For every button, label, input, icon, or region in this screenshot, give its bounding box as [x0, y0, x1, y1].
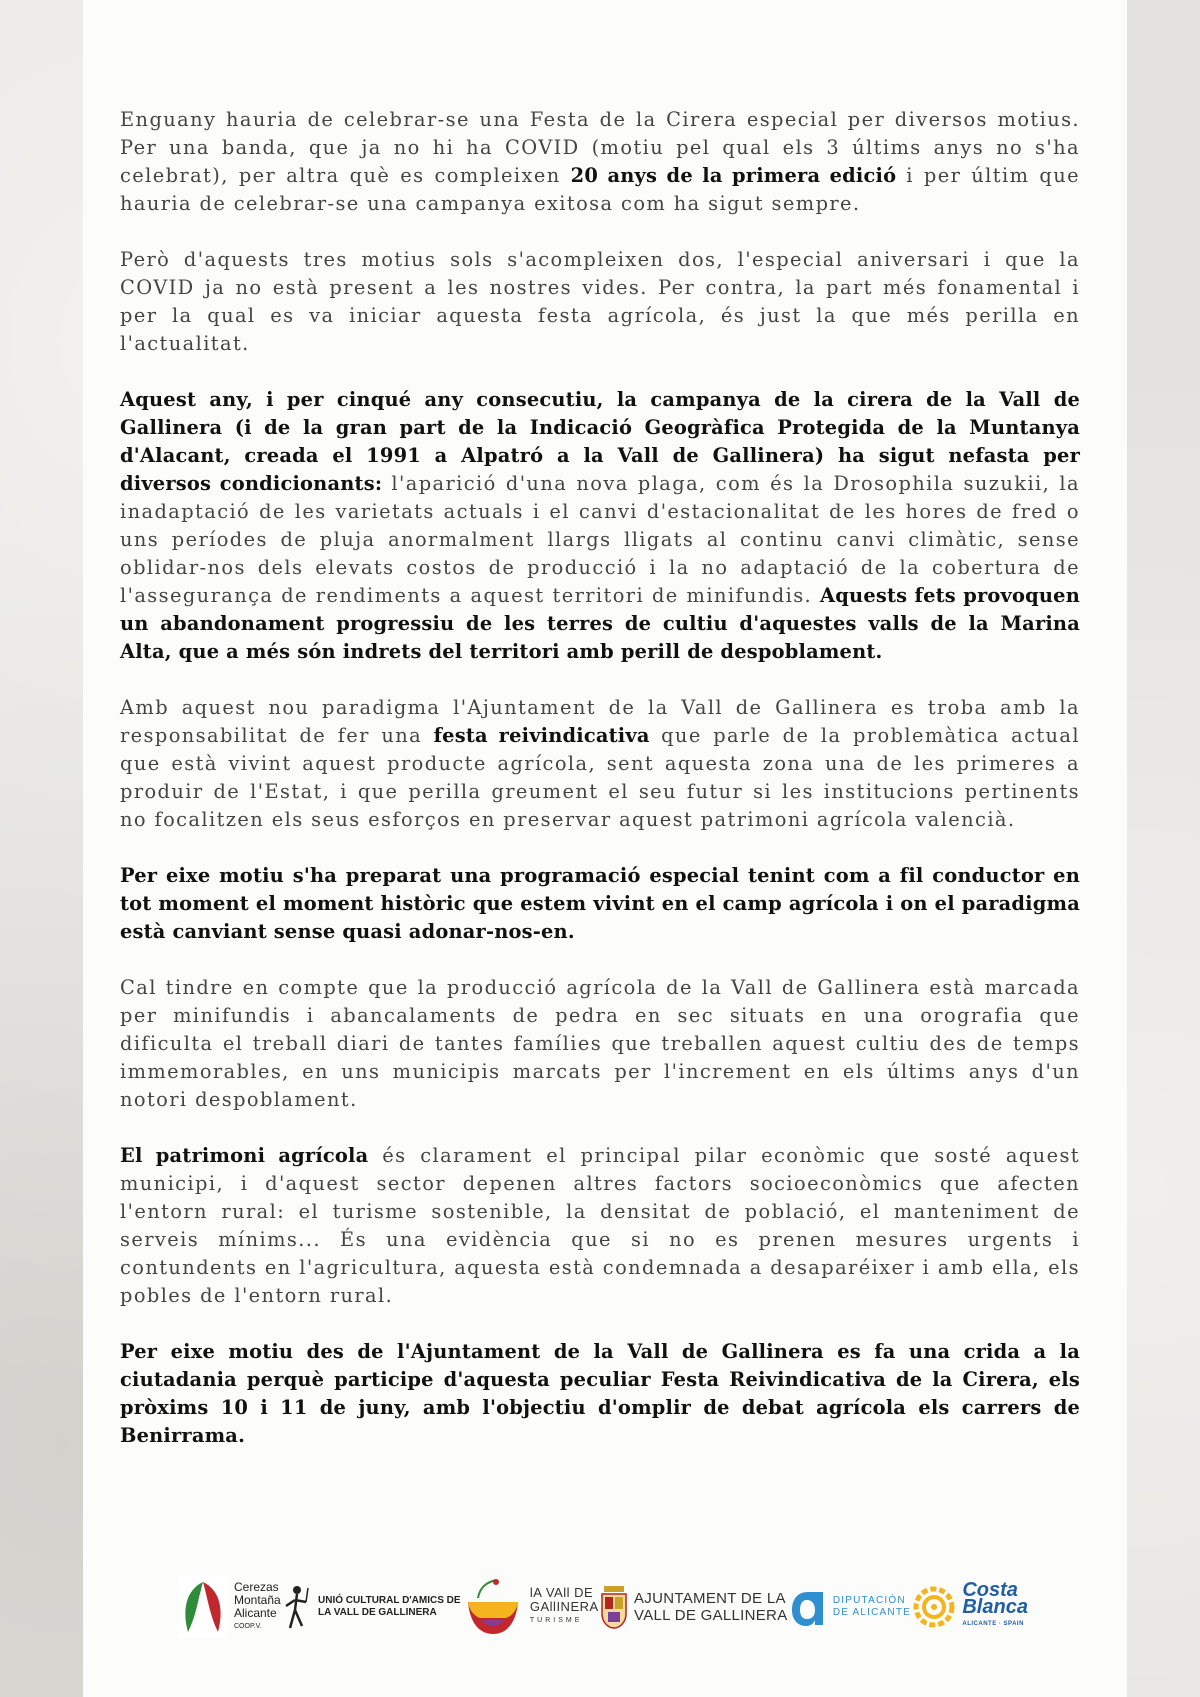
highlight-anniversary: 20 anys de la primera edició [570, 164, 897, 187]
sun-swirl-icon [912, 1585, 956, 1629]
cherry-bowl-icon [462, 1576, 524, 1638]
paragraph-5: Per eixe motiu s'ha preparat una programació especial tenint com a fil conductor en tot moment el moment històric que estem vivint en el camp agrícola i on el paradigma està canviant sense quasi adonar-nos-en. [120, 864, 1080, 943]
document-body [120, 106, 1080, 1478]
logo-ajuntament: AJUNTAMENT DE LA VALL DE GALLINERA [600, 1584, 788, 1630]
logo-cerezas-montana: Cerezas Montaña Alicante COOP.V. [178, 1576, 281, 1638]
highlight-patrimoni: El patrimoni agrícola [120, 1144, 369, 1167]
logo-unio-cultural: UNIÓ CULTURAL D'AMICS DE LA VALL DE GALLINERA [282, 1582, 461, 1632]
sponsor-logos [178, 1574, 1028, 1640]
paragraph-3: Aquest any, i per cinqué any consecutiu, la campanya de la cirera de la Vall de Gallinera (i de la gran part de la Indicació Geogràfica Protegida de la Muntanya d'Alacant, creada el 1991 a Alpatró a la Vall de Gallinera) ha sigut nefasta per diversos condicionants: l'aparició d'una nova plaga, com és la Drosophila suzukii, la inadaptació de les varietats actuals i el canvi d'estacionalitat de les hores de fred o uns períodes de pluja anormalment llargs lligats al continu canvi climàtic, sense oblidar-nos dels elevats costos de producció i la no adaptació de la cobertura de l'assegurança de rendiments a aquest territori de minifundis. Aquests fets provoquen un abandonament progressiu de les terres de cultiu d'aquestes valls de la Marina Alta, que a més són indrets del territori amb perill de despoblament. [120, 388, 1080, 663]
paragraph-2: Però d'aquests tres motius sols s'acompleixen dos, l'especial aniversari i que la COVID ja no està present a les nostres vides. Per contra, la part més fonamental i per la qual es va iniciar aquesta festa agrícola, és just la que més perilla en l'actualitat. [120, 248, 1080, 355]
logo-vall-gallinera-turisme: lA VAll DE GAllINERA TURISME [462, 1576, 599, 1638]
diputacion-a-icon [789, 1584, 827, 1630]
cherry-leaf-icon [178, 1576, 228, 1638]
paragraph-8: Per eixe motiu des de l'Ajuntament de la Vall de Gallinera es fa una crida a la ciutadania perquè participe d'aquesta peculiar Festa Reivindicativa de la Cirera, els pròxims 10 i 11 de juny, amb l'objectiu d'omplir de debat agrícola els carrers de Benirrama. [120, 1340, 1080, 1447]
paragraph-4: Amb aquest nou paradigma l'Ajuntament de la Vall de Gallinera es troba amb la responsabilitat de fer una festa reivindicativa que parle de la problemàtica actual que està vivint aquest producte agrícola, sent aquesta zona una de les primeres a produir de l'Estat, i que perilla greument el seu futur si les institucions pertinents no focalitzen els seus esforços en preservar aquest patrimoni agrícola valencià. [120, 696, 1080, 831]
paragraph-7: El patrimoni agrícola és clarament el principal pilar econòmic que sosté aquest municipi, i d'aquest sector depenen altres factors socioeconòmics que afecten l'entorn rural: el turisme sostenible, la densitat de població, el manteniment de serveis mínims... És una evidència que si no es prenen mesures urgents i contundents en l'agricultura, aquesta està condemnada a desaparéixer i amb ella, els pobles de l'entorn rural. [120, 1144, 1080, 1307]
highlight-festa: festa reivindicativa [433, 724, 650, 747]
logo-diputacion-alicante: DIPUTACIÓN DE ALICANTE [789, 1584, 911, 1630]
paragraph-6: Cal tindre en compte que la producció agrícola de la Vall de Gallinera està marcada per minifundis i abancalaments de pedra en sec situats en una orografia que dificulta el treball diari de tantes famílies que treballen aquest cultiu des de temps immemorables, en uns municipis marcats per l'increment en els últims anys d'un notori despoblament. [120, 976, 1080, 1111]
paragraph-1: Enguany hauria de celebrar-se una Festa de la Cirera especial per diversos motius. Per una banda, que ja no hi ha COVID (motiu pel qual els 3 últims anys no s'ha celebrat), per altra què es compleixen 20 anys de la primera edició i per últim que hauria de celebrar-se una campanya exitosa com ha sigut sempre. [120, 108, 1080, 215]
logo-costa-blanca: Costa Blanca ALICANTE · SPAIN [912, 1582, 1028, 1633]
coat-of-arms-icon [600, 1584, 628, 1630]
walking-figure-icon [282, 1582, 312, 1632]
